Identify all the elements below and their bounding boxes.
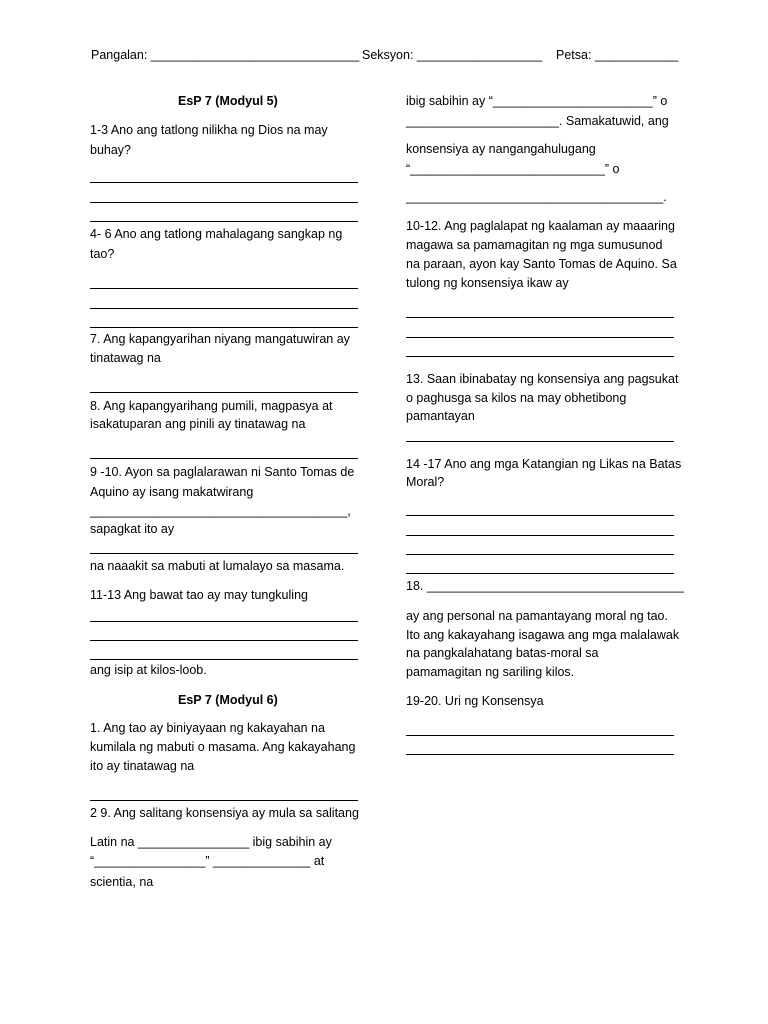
answer-line [406,754,674,755]
question-7-cont: tinatawag na [90,351,161,365]
m6-question-1-cont: kumilala ng mabuti o masama. Ang kakayahang [90,740,356,754]
question-18-desc: pamamagitan ng sariling kilos. [406,665,575,679]
question-18-desc: ay ang personal na pamantayang moral ng tao. [406,609,668,623]
m6-question-1: 1. Ang tao ay biniyayaan ng kakayahan na [90,721,325,735]
answer-line [90,458,358,459]
continued-line-3: konsensiya ay nangangahulugang [406,142,596,156]
question-18: 18. _____________________________________ [406,579,685,593]
answer-line [90,621,358,622]
question-4-6: 4- 6 Ano ang tatlong mahalagang sangkap ng [90,227,343,241]
question-9-10-end: na naaakit sa mabuti at lumalayo sa masama. [90,559,345,573]
continued-line-1: ibig sabihin ay “_______________________” o [406,94,668,108]
continued-line-4: “____________________________” o [406,162,620,176]
answer-line [406,573,674,574]
answer-line [90,327,358,328]
question-14-17-cont: Moral? [406,475,445,489]
question-10-12-cont: tulong ng konsensiya ikaw ay [406,276,569,290]
answer-line [90,659,358,660]
continued-line-2: ______________________. Samakatuwid, ang [406,114,669,128]
question-1-3: 1-3 Ano ang tatlong nilikha ng Dios na may [90,123,328,137]
question-1-3-cont: buhay? [90,143,132,157]
question-10-12-cont: na paraan, ayon kay Santo Tomas de Aquino. Sa [406,257,677,271]
question-9-10-because: sapagkat ito ay [90,522,175,536]
m6-question-2-9: 2 9. Ang salitang konsensiya ay mula sa salitang [90,806,359,820]
question-4-6-cont: tao? [90,247,115,261]
answer-line [406,735,674,736]
answer-line [90,288,358,289]
question-9-10-blank: _____________________________________, [90,504,351,518]
modyul-6-title: EsP 7 (Modyul 6) [178,693,278,707]
question-9-10-cont: Aquino ay isang makatwirang [90,485,254,499]
name-field: Pangalan: ______________________________ [91,48,360,62]
question-18-desc: na pangkalahatang batas-moral sa [406,646,599,660]
question-7: 7. Ang kapangyarihan niyang mangatuwiran ay [90,332,350,346]
question-9-10: 9 -10. Ayon sa paglalarawan ni Santo Tomas de [90,465,355,479]
question-19-20: 19-20. Uri ng Konsensya [406,694,544,708]
m6-question-2-9-scientia: scientia, na [90,875,154,889]
question-8-cont: isakatuparan ang pinili ay tinatawag na [90,417,306,431]
question-13-cont: o paghusga sa kilos na may obhetibong [406,391,627,405]
m6-question-2-9-latin: Latin na ________________ ibig sabihin ay [90,835,332,849]
answer-line [90,308,358,309]
question-11-13-end: ang isip at kilos-loob. [90,663,207,677]
answer-line [406,337,674,338]
continued-line-5: _____________________________________. [406,190,667,204]
question-8: 8. Ang kapangyarihang pumili, magpasya at [90,399,333,413]
m6-question-2-9-meaning: “________________” ______________ at [90,854,325,868]
answer-line [90,221,358,222]
answer-line [90,392,358,393]
modyul-5-title: EsP 7 (Modyul 5) [178,94,278,108]
answer-line [406,356,674,357]
answer-line [90,553,358,554]
date-field: Petsa: ____________ [556,48,679,62]
question-14-17: 14 -17 Ano ang mga Katangian ng Likas na Batas [406,457,682,471]
answer-line [406,554,674,555]
section-field: Seksyon: __________________ [362,48,543,62]
answer-line [406,441,674,442]
m6-question-1-cont: ito ay tinatawag na [90,759,195,773]
answer-line [90,640,358,641]
question-10-12: 10-12. Ang paglalapat ng kaalaman ay maaaring [406,219,675,233]
answer-line [406,535,674,536]
answer-line [406,317,674,318]
question-11-13: 11-13 Ang bawat tao ay may tungkuling [90,588,308,602]
answer-line [90,202,358,203]
question-10-12-cont: magawa sa pamamagitan ng mga sumusunod [406,238,663,252]
answer-line [406,515,674,516]
question-13: 13. Saan ibinabatay ng konsensiya ang pagsukat [406,372,679,386]
answer-line [90,800,358,801]
answer-line [90,182,358,183]
question-13-cont: pamantayan [406,409,475,423]
question-18-desc: Ito ang kakayahang isagawa ang mga malalawak [406,628,680,642]
